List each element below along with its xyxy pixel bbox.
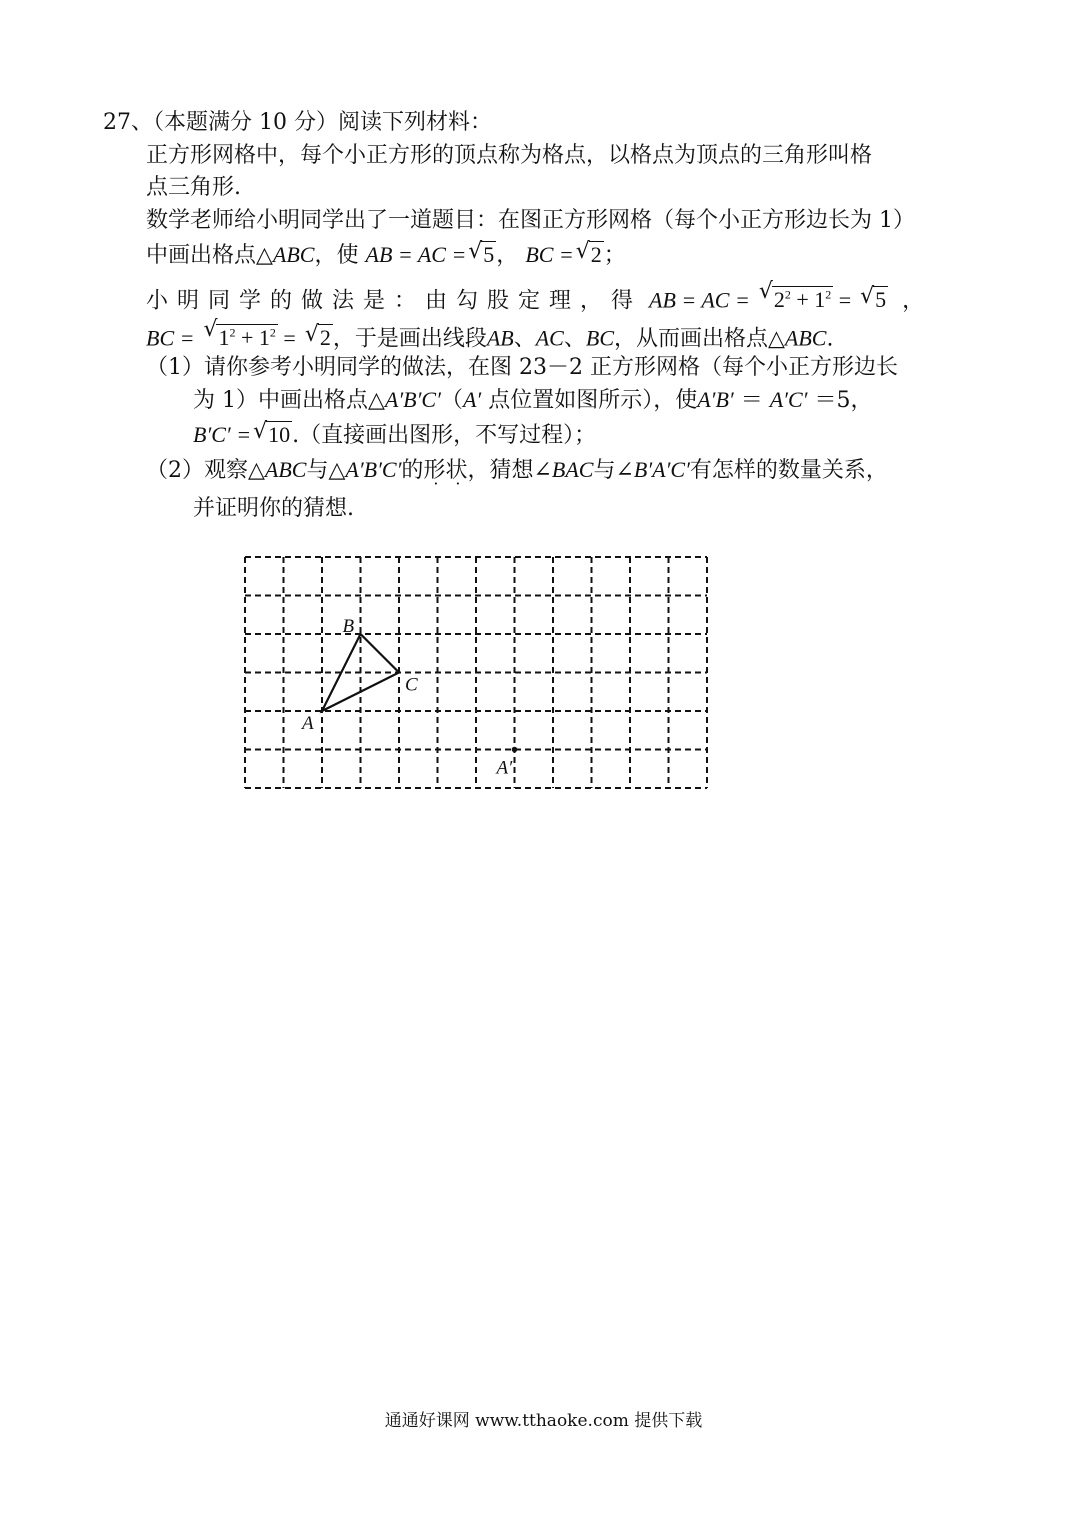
emphasis-char: 状 [445,458,468,483]
sqrt-5: √ 5 [860,284,887,313]
point-label: C [405,674,418,696]
triangle-abc: ABC [264,457,307,482]
task-line-1: 数学老师给小明同学出了一道题目：在图正方形网格（每个小正方形边长为 1） [146,208,915,233]
question-1-line-2 [193,385,872,416]
radicand: + 1 [235,325,270,351]
q2-text: 有怎样的数量关系， [689,458,888,483]
punct: 、 [563,326,586,352]
point-label: A′ [496,757,513,779]
q1-text: 为 1）中画出格点△ [193,388,385,413]
radicand: 2 [773,287,785,313]
method-text: ，于是画出线段 [332,326,487,352]
equals: ＝ [733,388,770,413]
point-label: B [342,616,355,637]
task-text: 中画出格点△ [146,243,273,268]
method-line-1 [146,280,924,316]
q1-text: 点位置如图所示），使 [481,388,698,413]
segment-bc: BC [585,325,614,351]
question-1-line-1: （1）请你参考小明同学的做法，在图 23－2 正方形网格（每个小正方形边长 [146,355,898,380]
eq-ab-ac: AB = AC = [649,287,750,313]
segment-a-c-prime: A′C′ [769,387,808,412]
radicand: 10 [268,422,291,447]
definition-line-2: 点三角形. [146,175,241,200]
triangle-abc: ABC [784,325,827,351]
method-text: 小明同学的做法是：由勾股定理，得 [146,288,643,314]
triangle-abc: ABC [272,242,315,267]
exponent: 2 [784,288,791,302]
grid-lines [245,557,707,788]
q2-text: 与∠ [593,458,634,483]
q2-text: 与△ [306,458,346,483]
eq-bc: BC = [525,242,574,267]
radicand: 5 [875,287,887,313]
problem-number: 27、 [103,110,153,135]
definition-line-1: 正方形网格中，每个小正方形的顶点称为格点，以格点为顶点的三角形叫格 [146,143,873,168]
angle-b-a-c-prime: B′A′C′ [633,457,690,482]
radicand: 5 [483,242,495,267]
punct: ， [496,243,519,268]
segment-a-b-prime: A′B′ [697,387,734,412]
footer-credit: 通通好课网 www.tthaoke.com 提供下载 [384,1411,703,1431]
sqrt-2: √ 2 [575,239,602,267]
method-line-2 [146,318,833,354]
point-label: A [302,713,314,734]
radicand: 2 [319,325,331,351]
equals: = [833,287,852,313]
sqrt-10: √ 10 [253,419,291,447]
lattice-grid-figure [243,555,713,795]
punct: （ [440,388,463,413]
eq-ab-ac: AB = AC = [365,242,467,267]
segment-b-c-prime: B′C′ = [193,422,252,447]
exponent: 2 [229,326,236,340]
segment-ac: AC [535,325,564,351]
q2-text: （2）观察△ [146,458,265,483]
exponent: 2 [269,326,276,340]
emphasis-char: 形 [423,458,446,483]
q2-text: 的 [401,458,424,483]
punct: 、 [513,326,536,352]
radicand: 2 [590,242,602,267]
radicand: 1 [218,325,230,351]
question-1-line-3 [193,420,596,451]
task-text: ，使 [314,243,359,268]
question-2-line-2: 并证明你的猜想. [193,496,354,521]
point-layer [300,616,517,779]
radicand: + 1 [790,287,826,313]
q1-value: ＝5， [807,388,873,413]
point-a-prime: A′ [462,387,482,412]
triangle-a-b-c-prime: A′B′C′ [384,387,441,412]
punct: ； [603,243,626,268]
question-2-line-1 [146,455,888,486]
punct: . [826,326,834,352]
equals: = [277,325,296,351]
task-line-2 [146,240,626,271]
triangle-a-b-c-prime: A′B′C′ [345,457,402,482]
problem-header: （本题满分 10 分）阅读下列材料： [153,110,492,135]
punct: ， [902,288,925,314]
problem-header-line [103,108,492,138]
exponent: 2 [825,288,832,302]
q1-text: .（直接画出图形，不写过程）； [292,423,597,448]
q2-text: ，猜想∠ [467,458,552,483]
method-text: ，从而画出格点△ [614,326,785,352]
sqrt-2sq-plus-1sq: √ $2^2 + 1^2$ [758,279,832,313]
sqrt-2: √ 2 [304,322,331,351]
angle-bac: BAC [551,457,594,482]
sqrt-5: √ 5 [468,239,495,267]
sqrt-1sq-plus-1sq: √ $1^2 + 1^2$ [203,317,276,351]
eq-bc: BC = [146,325,195,351]
point-a-prime-dot [512,747,518,753]
segment-ab: AB [486,325,514,351]
